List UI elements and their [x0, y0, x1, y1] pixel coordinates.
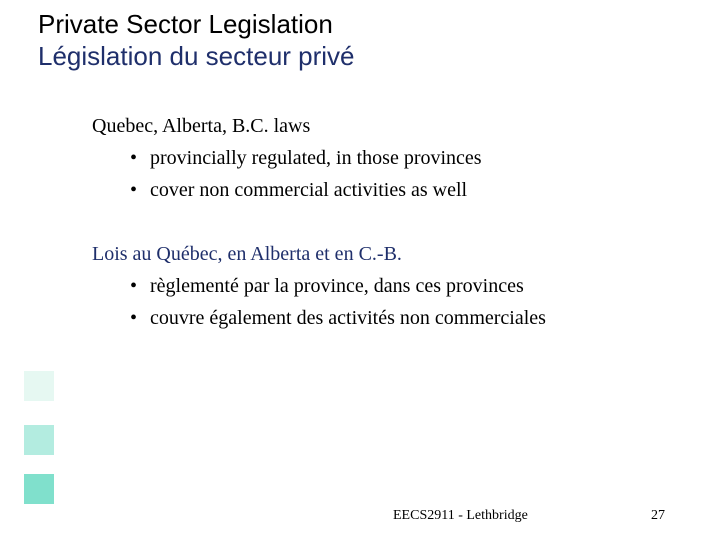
title-french: Législation du secteur privé [38, 41, 355, 71]
english-bullet-list [92, 142, 482, 206]
decorative-square-medium [24, 425, 54, 455]
list-item [92, 270, 546, 302]
list-item [92, 174, 482, 206]
slide-title [38, 8, 355, 72]
title-english: Private Sector Legislation [38, 9, 333, 39]
footer-course-label: EECS2911 - Lethbridge [393, 508, 528, 523]
list-item [92, 142, 482, 174]
english-heading: Quebec, Alberta, B.C. laws [92, 115, 311, 137]
french-heading: Lois au Québec, en Alberta et en C.-B. [92, 243, 402, 265]
bullet-icon: • [130, 179, 138, 201]
bullet-icon: • [130, 275, 138, 297]
bullet-text: provincially regulated, in those provinces [150, 147, 482, 169]
bullet-text: couvre également des activités non commerciales [150, 307, 546, 329]
decorative-square-dark [24, 474, 54, 504]
english-section [92, 110, 482, 206]
decorative-square-light [24, 371, 54, 401]
list-item [92, 302, 546, 334]
bullet-text: cover non commercial activities as well [150, 179, 468, 201]
bullet-text: règlementé par la province, dans ces provinces [150, 275, 524, 297]
bullet-icon: • [130, 307, 138, 329]
french-bullet-list [92, 270, 546, 334]
page-number: 27 [651, 508, 665, 523]
bullet-icon: • [130, 147, 138, 169]
french-section [92, 238, 546, 334]
